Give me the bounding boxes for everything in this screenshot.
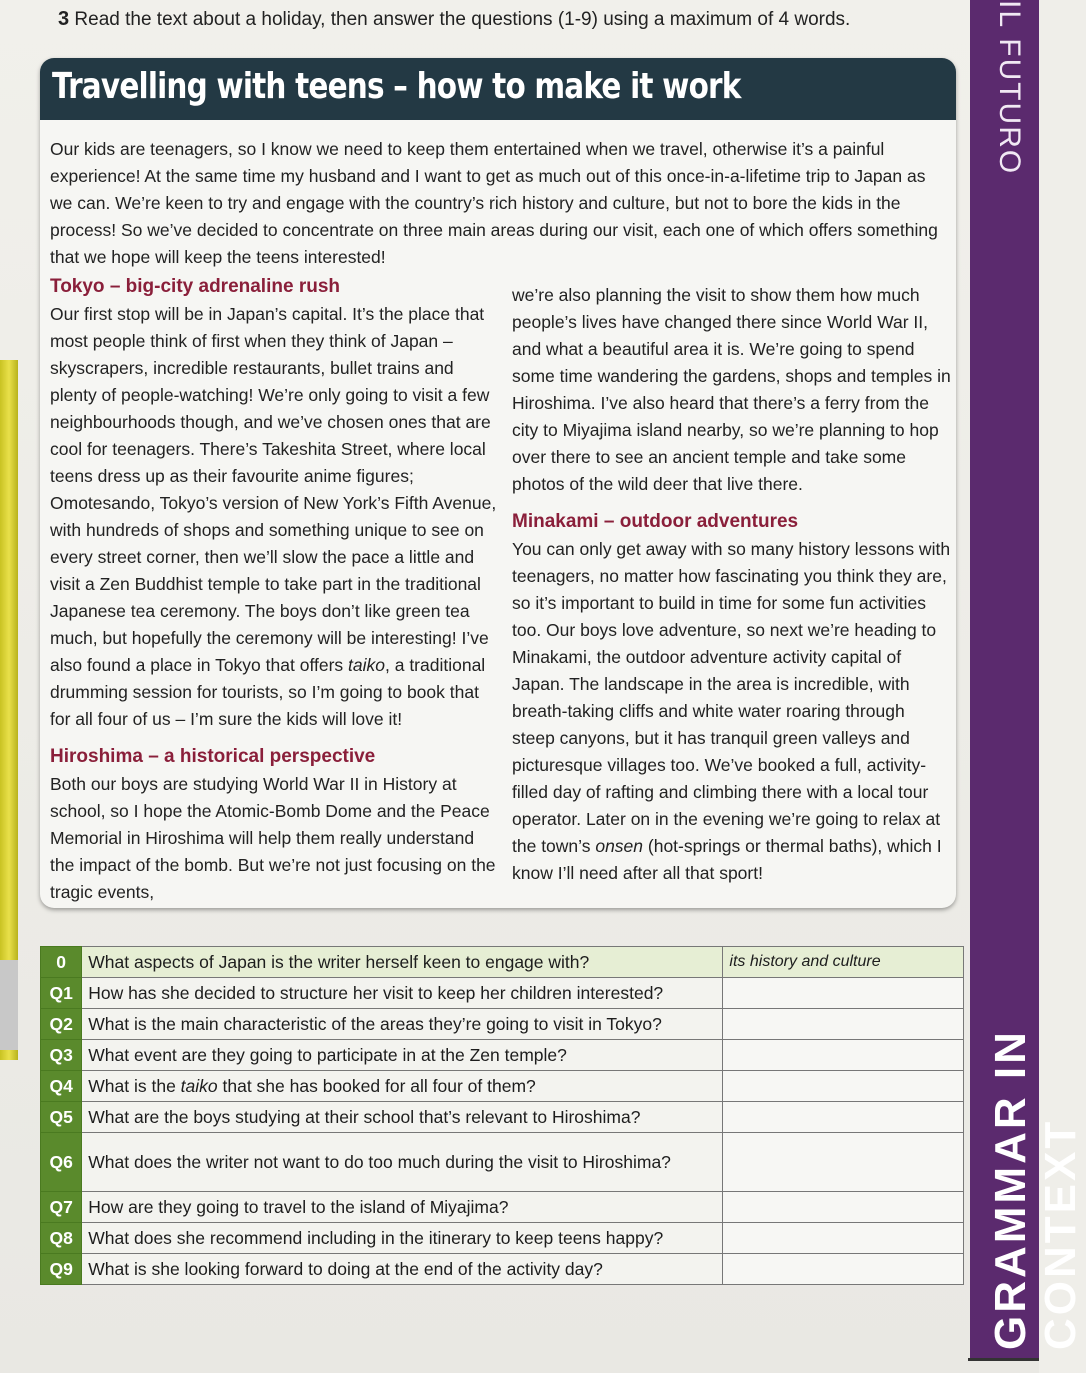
question-italic-word: taiko (180, 1075, 218, 1096)
question-text: What event are they going to participate in at the Zen temple? (82, 1040, 723, 1071)
side-label-main: GRAMMAR IN CONTEXT (986, 1029, 1085, 1350)
question-number: Q6 (41, 1133, 82, 1192)
question-text: How are they going to travel to the island of Miyajima? (82, 1192, 723, 1223)
question-row (41, 1071, 964, 1102)
question-text: What are the boys studying at their school that’s relevant to Hiroshima? (82, 1102, 723, 1133)
section-text-tokyo (50, 301, 498, 733)
questions-table (40, 946, 964, 1285)
question-text-part1: What is the (88, 1075, 181, 1096)
answer-cell[interactable] (723, 1071, 964, 1102)
section-text-minakami (512, 536, 952, 887)
answer-cell[interactable] (723, 1009, 964, 1040)
question-row (41, 1009, 964, 1040)
question-text: What does she recommend including in the itinerary to keep teens happy? (82, 1223, 723, 1254)
minakami-italic-word: onsen (595, 836, 644, 856)
answer-cell[interactable] (723, 1102, 964, 1133)
question-row (41, 978, 964, 1009)
question-text: What is the main characteristic of the areas they’re going to visit in Tokyo? (82, 1009, 723, 1040)
instruction-text: Read the text about a holiday, then answer the questions (1-9) using a maximum of 4 words. (74, 9, 851, 30)
tokyo-text-part1: Our first stop will be in Japan’s capital. It’s the place that most people think of first when they think of Japan – skyscrapers, incredible restaurants, bullet trains and plenty of people-watching! We’re only going to visit a few neighbourhoods though, and we’ve chosen ones that are cool for teenagers. There’s Takeshita Street, where local teens dress up as their favourite anime figures; Omotesando, Tokyo’s version of New York’s Fifth Avenue, with hundreds of shops and something unique to see on every street corner, then we’ll slow the pace a little and visit a Zen Buddhist temple to take part in the traditional Japanese tea ceremony. The boys don’t like green tea much, but hopefully the ceremony will be interesting! I’ve also found a place in Tokyo that offers (50, 304, 497, 675)
question-text-part2: that she has booked for all four of them? (217, 1075, 536, 1096)
article-column-left (50, 273, 498, 906)
minakami-text-part1: You can only get away with so many history lessons with teenagers, no matter how fascinating you think they are, so it’s important to build in time for some fun activities too. Our boys love adventure, so next we’re heading to Minakami, the outdoor adventure activity capital of Japan. The landscape in the area is incredible, with breath-taking cliffs and white water roaring through steep canyons, but it has tranquil green valleys and picturesque villages too. We’ve booked a full, activity-filled day of rafting and climbing there with a local tour operator. Later on in the evening we’re going to relax at the town’s (512, 539, 951, 856)
side-label-top: IL FUTURO (993, 0, 1026, 176)
answer-cell[interactable] (723, 1133, 964, 1192)
question-text: What aspects of Japan is the writer herself keen to engage with? (82, 947, 723, 978)
exercise-number: 3 (58, 8, 70, 30)
question-number: Q3 (41, 1040, 82, 1071)
question-text (82, 1071, 723, 1102)
tokyo-italic-word: taiko (348, 655, 385, 675)
article-intro: Our kids are teenagers, so I know we need to keep them entertained when we travel, otherwise it’s a painful experience! At the same time my husband and I want to get as much out of this once-in-a-lifetime trip to Japan as we can. We’re keen to try and engage with the country’s rich history and culture, but not to bore the kids in the process! So we’ve decided to concentrate on three main areas during our visit, each one of which offers something that we hope will keep the teens interested! (50, 139, 938, 267)
question-row (41, 1133, 964, 1192)
answer-cell[interactable] (723, 1040, 964, 1071)
question-number: Q9 (41, 1254, 82, 1285)
pencil-eraser-band (0, 960, 18, 1050)
question-text: How has she decided to structure her visit to keep her children interested? (82, 978, 723, 1009)
pencil-edge (0, 360, 18, 1060)
question-number: Q5 (41, 1102, 82, 1133)
question-row (41, 1102, 964, 1133)
bottom-rule (968, 1358, 1039, 1361)
question-number: Q8 (41, 1223, 82, 1254)
question-text: What is she looking forward to doing at the end of the activity day? (82, 1254, 723, 1285)
section-text-hiroshima-left: Both our boys are studying World War II in History at school, so I hope the Atomic-Bomb Dome and the Peace Memorial in Hiroshima will help them really understand the impact of the bomb. But we’re not just focusing on the tragic events, (50, 774, 496, 902)
section-heading-minakami: Minakami – outdoor adventures (512, 511, 799, 532)
answer-cell[interactable] (723, 1254, 964, 1285)
question-row (41, 1223, 964, 1254)
tokyo-text-part2: , a traditional drumming session for tourists, so I’m going to book that for all four of us – I’m sure the kids will love it! (50, 655, 486, 729)
question-row (41, 947, 964, 978)
section-text-hiroshima-right: we’re also planning the visit to show them how much people’s lives have changed there since World War II, and what a beautiful area it is. We’re going to spend some time wandering the gardens, shops and temples in Hiroshima. I’ve also heard that there’s a ferry from the city to Miyajima island nearby, so we’re planning to hop over there to see an ancient temple and take some photos of the wild deer that live there. (512, 285, 951, 494)
question-text: What does the writer not want to do too much during the visit to Hiroshima? (82, 1133, 723, 1192)
article-title: Travelling with teens – how to make it work (52, 66, 741, 107)
exercise-instruction (58, 8, 958, 31)
question-row (41, 1254, 964, 1285)
answer-cell[interactable]: its history and culture (723, 947, 964, 978)
question-number: 0 (41, 947, 82, 978)
minakami-text-part2: (hot-springs or thermal baths), which I know I’ll need after all that sport! (512, 836, 942, 883)
question-number: Q1 (41, 978, 82, 1009)
question-row (41, 1192, 964, 1223)
article-column-right (512, 282, 952, 887)
answer-cell[interactable] (723, 1192, 964, 1223)
question-number: Q4 (41, 1071, 82, 1102)
question-number: Q2 (41, 1009, 82, 1040)
answer-cell[interactable] (723, 978, 964, 1009)
question-row (41, 1040, 964, 1071)
section-heading-hiroshima: Hiroshima – a historical perspective (50, 746, 376, 767)
article-header (40, 58, 956, 120)
answer-cell[interactable] (723, 1223, 964, 1254)
section-heading-tokyo: Tokyo – big-city adrenaline rush (50, 276, 340, 297)
question-number: Q7 (41, 1192, 82, 1223)
article-box (40, 58, 956, 908)
